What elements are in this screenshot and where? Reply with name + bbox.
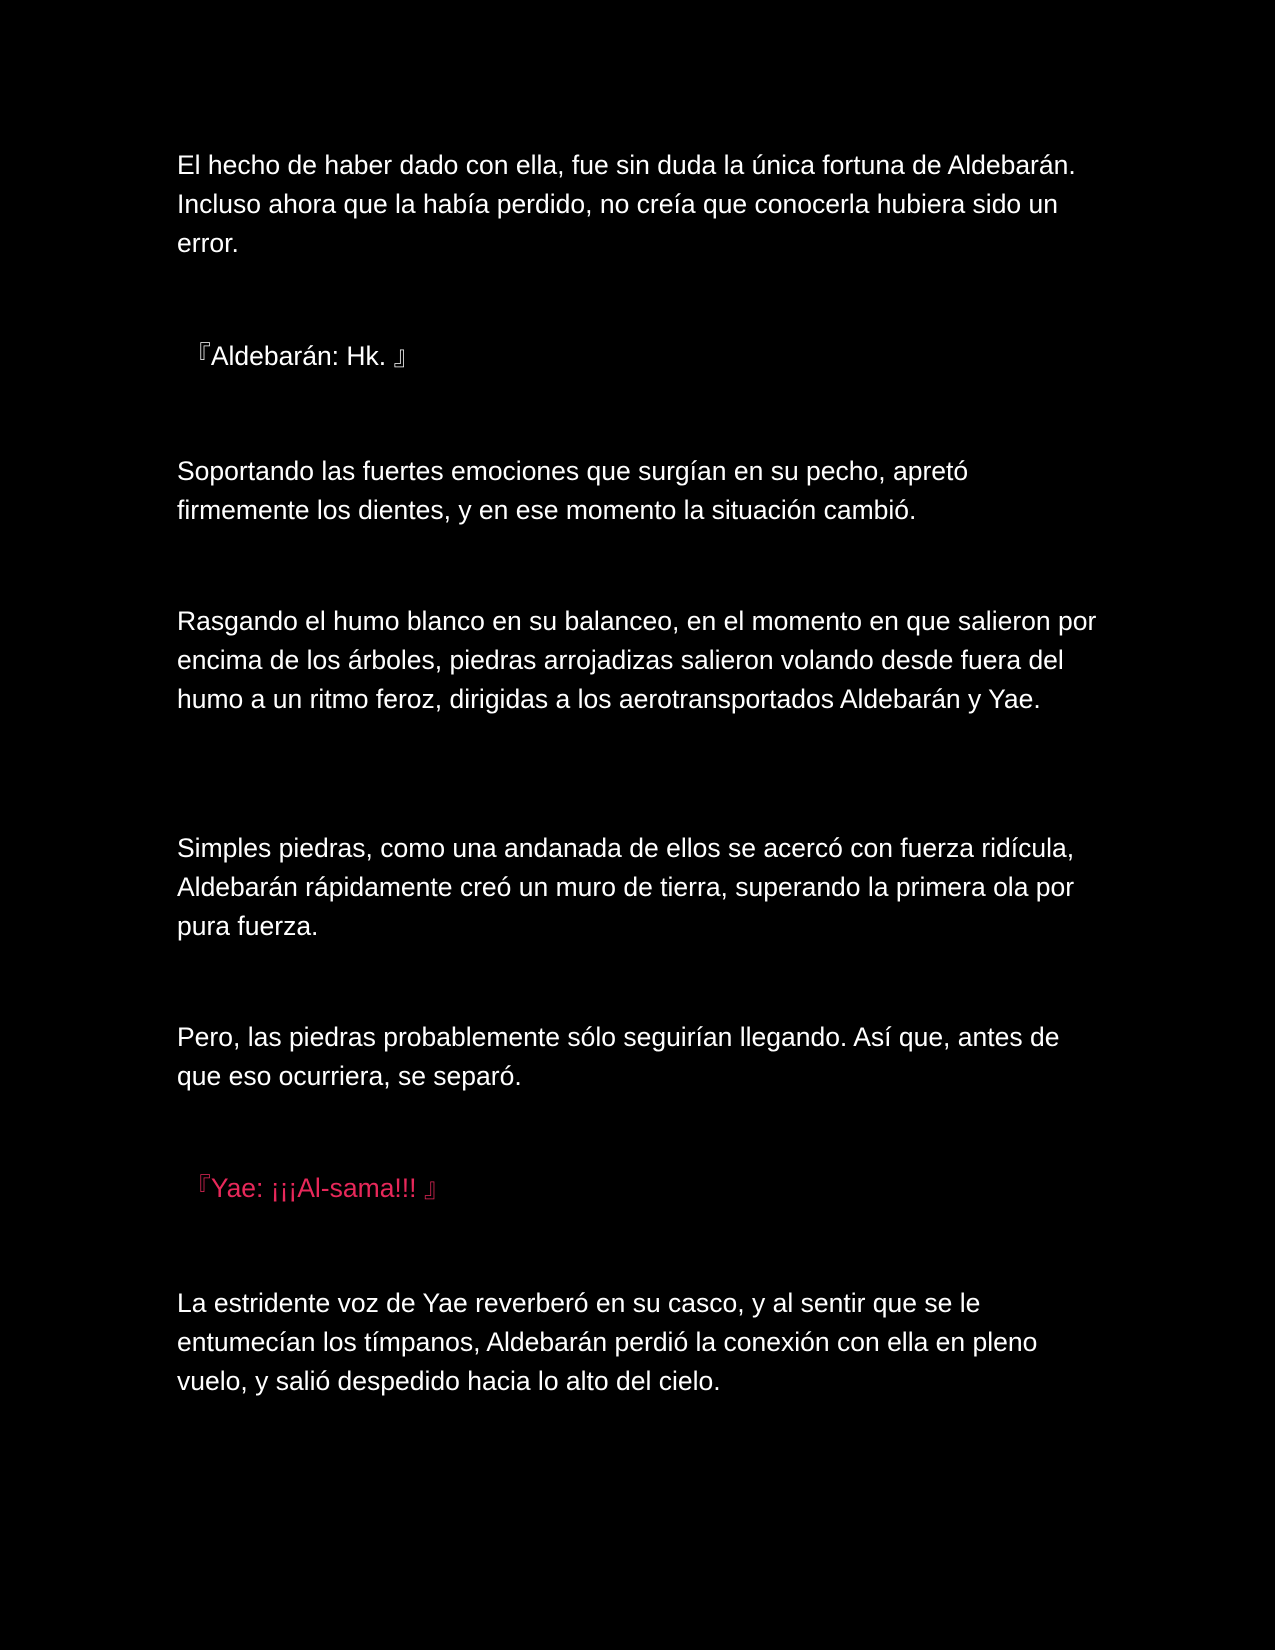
paragraph-smoke: Rasgando el humo blanco en su balanceo, en el momento en que salieron por encima de los árboles, piedras arrojadizas salieron volando desde fuera del humo a un ritmo feroz, dirigidas a los aerotransportados Aldebarán y Yae. [177, 606, 1097, 714]
paragraph-stones: Simples piedras, como una andanada de ellos se acercó con fuerza ridícula, Aldebarán rápidamente creó un muro de tierra, superando la primera ola por pura fuerza. [177, 833, 1075, 941]
dialogue-yae: 『Yae: ¡¡¡Al-sama!!! 』 [177, 1173, 451, 1203]
dialogue-aldebaran: 『Aldebarán: Hk. 』 [177, 341, 421, 371]
paragraph-fortune: El hecho de haber dado con ella, fue sin duda la única fortuna de Aldebarán. Incluso ahora que la había perdido, no creía que conocerla hubiera sido un error. [177, 150, 1076, 258]
paragraph-separation: Pero, las piedras probablemente sólo seguirían llegando. Así que, antes de que eso ocurriera, se separó. [177, 1022, 1060, 1091]
paragraph-voice: La estridente voz de Yae reverberó en su casco, y al sentir que se le entumecían los tímpanos, Aldebarán perdió la conexión con ella en pleno vuelo, y salió despedido hacia lo alto del cielo. [177, 1288, 1038, 1396]
paragraph-emotions: Soportando las fuertes emociones que surgían en su pecho, apretó firmemente los dientes, y en ese momento la situación cambió. [177, 456, 969, 525]
